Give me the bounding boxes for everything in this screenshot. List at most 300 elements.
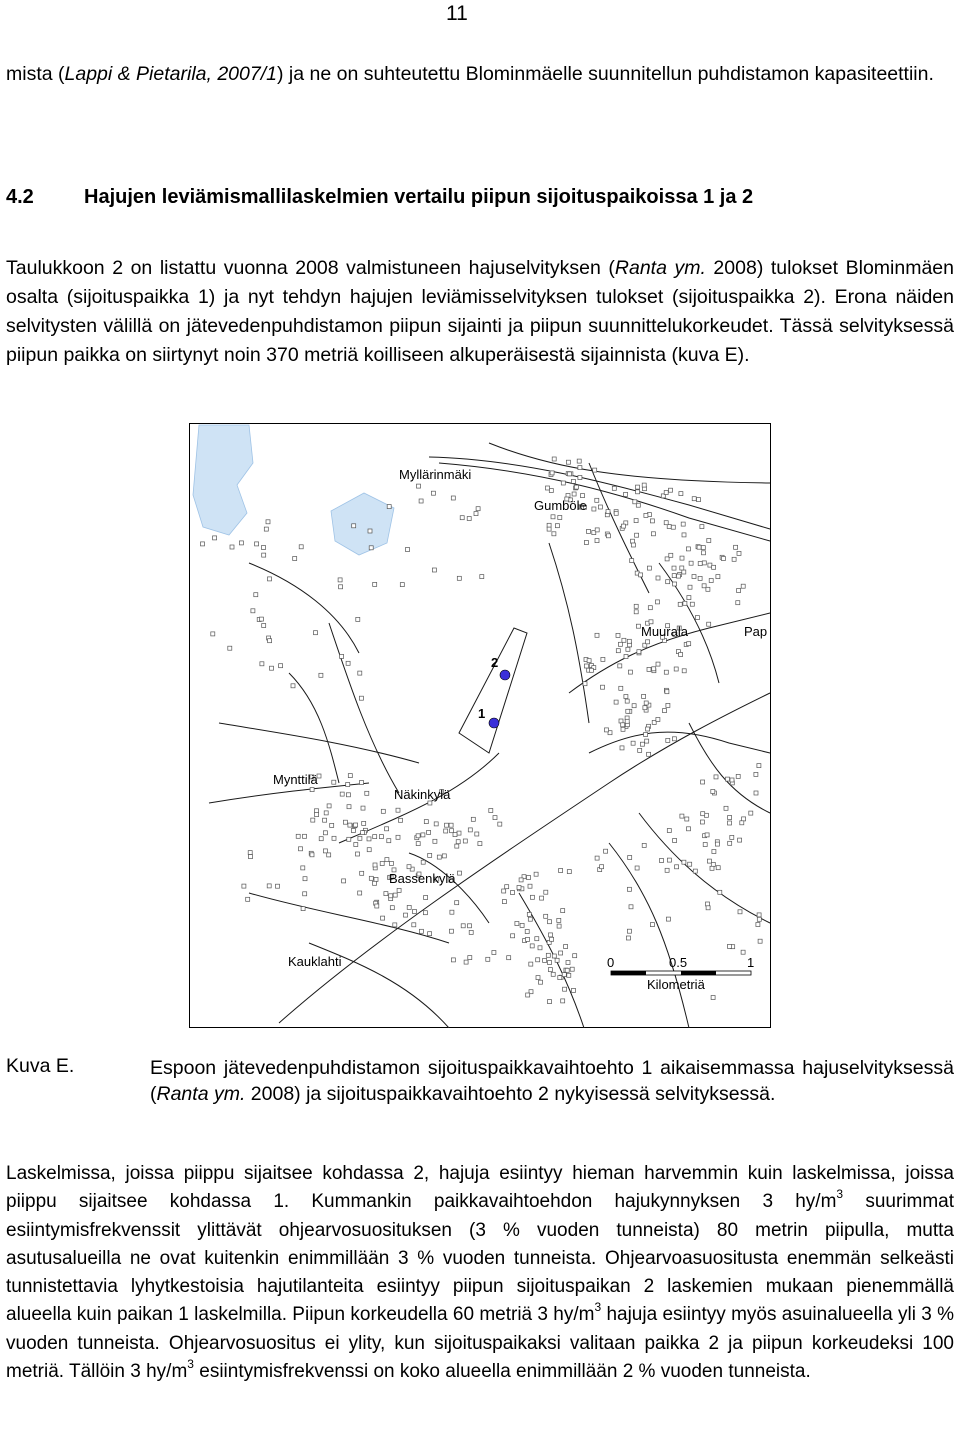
building-footprint — [368, 529, 372, 533]
building-footprint — [385, 858, 389, 862]
building-footprint — [486, 957, 490, 961]
building-footprint — [385, 827, 389, 831]
building-footprint — [407, 865, 411, 869]
building-footprint — [686, 547, 690, 551]
building-footprint — [544, 914, 548, 918]
building-footprint — [526, 937, 530, 941]
building-footprint — [736, 774, 740, 778]
building-footprint — [268, 639, 272, 643]
building-footprint — [636, 485, 640, 489]
building-footprint — [682, 570, 686, 574]
building-footprint — [754, 772, 758, 776]
building-footprint — [687, 596, 691, 600]
building-footprint — [346, 793, 350, 797]
building-footprint — [346, 783, 350, 787]
building-footprint — [682, 669, 686, 673]
building-footprint — [644, 513, 648, 517]
building-footprint — [626, 709, 630, 713]
building-footprint — [637, 650, 641, 654]
building-footprint — [734, 545, 738, 549]
building-footprint — [710, 866, 714, 870]
building-footprint — [536, 958, 540, 962]
building-footprint — [584, 664, 588, 668]
building-footprint — [681, 522, 685, 526]
building-footprint — [548, 1000, 552, 1004]
building-footprint — [303, 834, 307, 838]
building-footprint — [680, 556, 684, 560]
building-footprint — [565, 968, 569, 972]
building-footprint — [239, 541, 243, 545]
building-footprint — [635, 866, 639, 870]
building-footprint — [393, 893, 397, 897]
building-footprint — [656, 576, 660, 580]
building-footprint — [356, 617, 360, 621]
building-footprint — [638, 748, 642, 752]
building-footprint — [643, 706, 647, 710]
building-footprint — [698, 576, 702, 580]
building-footprint — [622, 638, 626, 642]
building-footprint — [652, 667, 656, 671]
building-footprint — [672, 737, 676, 741]
building-footprint — [324, 811, 328, 815]
building-footprint — [264, 527, 268, 531]
building-footprint — [340, 792, 344, 796]
building-footprint — [647, 752, 651, 756]
building-footprint — [614, 511, 618, 515]
building-footprint — [323, 849, 327, 853]
building-footprint — [549, 489, 553, 493]
building-footprint — [702, 584, 706, 588]
building-footprint — [323, 831, 327, 835]
building-footprint — [667, 829, 671, 833]
building-footprint — [570, 967, 574, 971]
building-footprint — [756, 923, 760, 927]
building-footprint — [697, 498, 701, 502]
building-footprint — [404, 913, 408, 917]
scale-tick-label: 0 — [607, 955, 615, 970]
building-footprint — [291, 684, 295, 688]
place-label-muurala: Muurala — [641, 624, 688, 639]
building-footprint — [389, 894, 393, 898]
building-footprint — [369, 546, 373, 550]
building-footprint — [559, 869, 563, 873]
building-footprint — [550, 471, 554, 475]
building-footprint — [373, 863, 377, 867]
building-footprint — [548, 920, 552, 924]
building-footprint — [698, 562, 702, 566]
building-footprint — [666, 703, 670, 707]
place-label-nakinkyla: Näkinkylä — [394, 787, 451, 802]
building-footprint — [352, 524, 356, 528]
building-footprint — [400, 583, 404, 587]
building-footprint — [457, 576, 461, 580]
building-footprint — [656, 600, 660, 604]
building-footprint — [601, 685, 605, 689]
building-footprint — [270, 666, 274, 670]
building-footprint — [595, 498, 599, 502]
building-footprint — [558, 976, 562, 980]
building-footprint — [419, 929, 423, 933]
building-footprint — [724, 806, 728, 810]
building-footprint — [365, 791, 369, 795]
building-footprint — [547, 527, 551, 531]
building-footprint — [740, 821, 744, 825]
building-footprint — [567, 870, 571, 874]
building-footprint — [573, 954, 577, 958]
building-footprint — [666, 738, 670, 742]
building-footprint — [631, 543, 635, 547]
building-footprint — [515, 922, 519, 926]
building-footprint — [303, 892, 307, 896]
building-footprint — [757, 913, 761, 917]
building-footprint — [624, 492, 628, 496]
scale-tick-label: 0.5 — [669, 955, 688, 970]
building-footprint — [529, 962, 533, 966]
building-footprint — [519, 878, 523, 882]
building-footprint — [644, 733, 648, 737]
building-footprint — [631, 539, 635, 543]
building-footprint — [453, 833, 457, 837]
building-footprint — [310, 788, 314, 792]
building-footprint — [701, 812, 705, 816]
building-footprint — [726, 777, 730, 781]
building-footprint — [262, 553, 266, 557]
building-footprint — [431, 491, 435, 495]
building-footprint — [433, 839, 437, 843]
building-footprint — [330, 823, 334, 827]
building-footprint — [474, 512, 478, 516]
building-footprint — [555, 958, 559, 962]
building-footprint — [424, 896, 428, 900]
building-footprint — [636, 624, 640, 628]
building-footprint — [737, 589, 741, 593]
building-footprint — [361, 806, 365, 810]
building-footprint — [718, 890, 722, 894]
building-footprint — [517, 886, 521, 890]
building-footprint — [315, 809, 319, 813]
building-footprint — [581, 494, 585, 498]
building-footprint — [361, 831, 365, 835]
building-footprint — [672, 566, 676, 570]
building-footprint — [563, 987, 567, 991]
building-footprint — [618, 664, 622, 668]
building-footprint — [566, 460, 570, 464]
building-footprint — [387, 839, 391, 843]
building-footprint — [332, 780, 336, 784]
site-marker-1 — [489, 718, 499, 728]
building-footprint — [358, 671, 362, 675]
building-footprint — [407, 905, 411, 909]
building-footprint — [685, 817, 689, 821]
building-footprint — [712, 565, 716, 569]
building-footprint — [677, 574, 681, 578]
scale-unit-label: Kilometriä — [647, 977, 705, 992]
building-footprint — [660, 859, 664, 863]
building-footprint — [614, 700, 618, 704]
building-footprint — [489, 809, 493, 813]
site-map — [189, 423, 771, 1028]
building-footprint — [678, 602, 682, 606]
building-footprint — [389, 861, 393, 865]
building-footprint — [323, 818, 327, 822]
building-footprint — [680, 566, 684, 570]
building-footprint — [380, 862, 384, 866]
building-footprint — [625, 699, 629, 703]
building-footprint — [619, 719, 623, 723]
building-footprint — [434, 822, 438, 826]
building-footprint — [687, 642, 691, 646]
building-footprint — [319, 837, 323, 841]
building-footprint — [707, 859, 711, 863]
building-footprint — [463, 839, 467, 843]
building-footprint — [642, 843, 646, 847]
building-footprint — [451, 496, 455, 500]
building-footprint — [340, 654, 344, 658]
building-footprint — [444, 829, 448, 833]
building-footprint — [664, 491, 668, 495]
building-footprint — [697, 545, 701, 549]
building-footprint — [417, 484, 421, 488]
building-footprint — [552, 532, 556, 536]
building-footprint — [339, 585, 343, 589]
building-footprint — [373, 881, 377, 885]
building-footprint — [680, 814, 684, 818]
building-footprint — [634, 519, 638, 523]
building-footprint — [526, 993, 530, 997]
building-footprint — [598, 505, 602, 509]
building-footprint — [498, 822, 502, 826]
building-footprint — [310, 853, 314, 857]
building-footprint — [701, 780, 705, 784]
place-label-bassenkyla: Bassenkylä — [389, 871, 456, 886]
building-footprint — [568, 472, 572, 476]
building-footprint — [714, 775, 718, 779]
building-footprint — [669, 553, 673, 557]
building-footprint — [546, 486, 550, 490]
building-footprint — [552, 954, 556, 958]
building-footprint — [356, 852, 360, 856]
building-footprint — [419, 499, 423, 503]
building-footprint — [671, 525, 675, 529]
building-footprint — [315, 813, 319, 817]
building-footprint — [254, 593, 258, 597]
building-footprint — [421, 860, 425, 864]
building-footprint — [262, 546, 266, 550]
building-footprint — [548, 968, 552, 972]
building-footprint — [390, 906, 394, 910]
building-footprint — [416, 834, 420, 838]
building-footprint — [360, 781, 364, 785]
building-footprint — [574, 485, 578, 489]
building-footprint — [360, 871, 364, 875]
scale-bar-segment — [681, 971, 716, 975]
building-footprint — [665, 868, 669, 872]
building-footprint — [645, 739, 649, 743]
building-footprint — [700, 820, 704, 824]
building-footprint — [450, 910, 454, 914]
building-footprint — [702, 561, 706, 565]
building-footprint — [757, 764, 761, 768]
building-footprint — [527, 912, 531, 916]
building-footprint — [601, 657, 605, 661]
building-footprint — [741, 950, 745, 954]
building-footprint — [468, 924, 472, 928]
building-footprint — [606, 534, 610, 538]
building-footprint — [211, 632, 215, 636]
building-footprint — [293, 557, 297, 561]
building-footprint — [707, 539, 711, 543]
building-footprint — [634, 604, 638, 608]
place-label-mynttila: Mynttilä — [273, 772, 318, 787]
building-footprint — [626, 936, 630, 940]
building-footprint — [246, 897, 250, 901]
building-footprint — [621, 524, 625, 528]
section-heading — [6, 186, 753, 209]
building-footprint — [624, 695, 628, 699]
building-footprint — [427, 830, 431, 834]
building-footprint — [583, 682, 587, 686]
building-footprint — [548, 961, 552, 965]
building-footprint — [550, 937, 554, 941]
building-footprint — [505, 885, 509, 889]
building-footprint — [648, 606, 652, 610]
building-footprint — [742, 817, 746, 821]
section-number: 4.2 — [6, 186, 34, 208]
building-footprint — [384, 892, 388, 896]
building-footprint — [732, 557, 736, 561]
building-footprint — [279, 664, 283, 668]
page-number: 11 — [446, 2, 468, 25]
building-footprint — [528, 884, 532, 888]
building-footprint — [672, 574, 676, 578]
building-footprint — [679, 653, 683, 657]
building-footprint — [549, 933, 553, 937]
building-footprint — [502, 889, 506, 893]
building-footprint — [683, 601, 687, 605]
building-footprint — [693, 869, 697, 873]
building-footprint — [450, 829, 454, 833]
building-footprint — [351, 829, 355, 833]
building-footprint — [347, 805, 351, 809]
building-footprint — [228, 646, 232, 650]
building-footprint — [458, 871, 462, 875]
building-footprint — [730, 778, 734, 782]
map-figure — [189, 423, 771, 1028]
building-footprint — [758, 939, 762, 943]
building-footprint — [412, 923, 416, 927]
building-footprint — [478, 842, 482, 846]
building-footprint — [584, 541, 588, 545]
building-footprint — [618, 642, 622, 646]
building-footprint — [587, 529, 591, 533]
building-footprint — [663, 709, 667, 713]
building-footprint — [612, 486, 616, 490]
building-footprint — [468, 956, 472, 960]
building-footprint — [578, 476, 582, 480]
building-footprint — [534, 872, 538, 876]
building-footprint — [741, 584, 745, 588]
building-footprint — [399, 818, 403, 822]
building-footprint — [327, 804, 331, 808]
building-footprint — [673, 582, 677, 586]
building-footprint — [379, 835, 383, 839]
building-footprint — [540, 896, 544, 900]
building-footprint — [692, 575, 696, 579]
building-footprint — [456, 840, 460, 844]
building-footprint — [561, 909, 565, 913]
building-footprint — [738, 910, 742, 914]
building-footprint — [688, 862, 692, 866]
building-footprint — [507, 956, 511, 960]
site-marker-2 — [500, 670, 510, 680]
building-footprint — [530, 895, 534, 899]
building-footprint — [674, 667, 678, 671]
building-footprint — [461, 924, 465, 928]
building-footprint — [647, 667, 651, 671]
building-footprint — [682, 533, 686, 537]
building-footprint — [358, 836, 362, 840]
building-footprint — [367, 837, 371, 841]
building-footprint — [667, 525, 671, 529]
building-footprint — [547, 523, 551, 527]
building-footprint — [467, 517, 471, 521]
building-footprint — [311, 818, 315, 822]
building-footprint — [267, 884, 271, 888]
building-footprint — [706, 587, 710, 591]
building-footprint — [604, 849, 608, 853]
building-footprint — [539, 980, 543, 984]
building-footprint — [354, 843, 358, 847]
building-footprint — [561, 999, 565, 1003]
building-footprint — [616, 633, 620, 637]
figure-caption-label: Kuva E. — [6, 1055, 75, 1077]
building-footprint — [620, 746, 624, 750]
building-footprint — [634, 610, 638, 614]
building-footprint — [332, 836, 336, 840]
building-footprint — [592, 507, 596, 511]
building-footprint — [558, 516, 562, 520]
building-footprint — [469, 930, 473, 934]
building-footprint — [754, 791, 758, 795]
building-footprint — [690, 602, 694, 606]
building-footprint — [600, 865, 604, 869]
paragraph-1: Taulukkoon 2 on listattu vuonna 2008 valmistuneen hajuselvityksen (Ranta ym. 2008) tulokset Blominmäen osalta (sijoituspaikka 1) ja nyt tehdyn hajujen leviämisselvityksen tulokset (sijoituspaikka 2). Erona näiden selvitysten välillä on jätevedenpuhdistamon piipun sijainti ja piipun suunnittelukorkeudet. Tässä selvityksessä piipun paikka on siirtynyt noin 370 metriä koilliseen alkuperäisestä sijainnista (kuva E). — [6, 257, 954, 366]
building-footprint — [621, 727, 625, 731]
building-footprint — [650, 923, 654, 927]
building-footprint — [346, 661, 350, 665]
building-footprint — [480, 575, 484, 579]
building-footprint — [421, 833, 425, 837]
building-footprint — [359, 696, 363, 700]
building-footprint — [449, 823, 453, 827]
building-footprint — [656, 718, 660, 722]
citation: Ranta ym. — [156, 1083, 246, 1105]
building-footprint — [631, 741, 635, 745]
building-footprint — [373, 835, 377, 839]
building-footprint — [437, 855, 441, 859]
building-footprint — [642, 694, 646, 698]
building-footprint — [564, 945, 568, 949]
building-footprint — [627, 929, 631, 933]
building-footprint — [559, 951, 563, 955]
building-footprint — [276, 884, 280, 888]
building-footprint — [451, 958, 455, 962]
building-footprint — [633, 500, 637, 504]
building-footprint — [689, 561, 693, 565]
building-footprint — [625, 719, 629, 723]
building-footprint — [619, 686, 623, 690]
building-footprint — [525, 930, 529, 934]
